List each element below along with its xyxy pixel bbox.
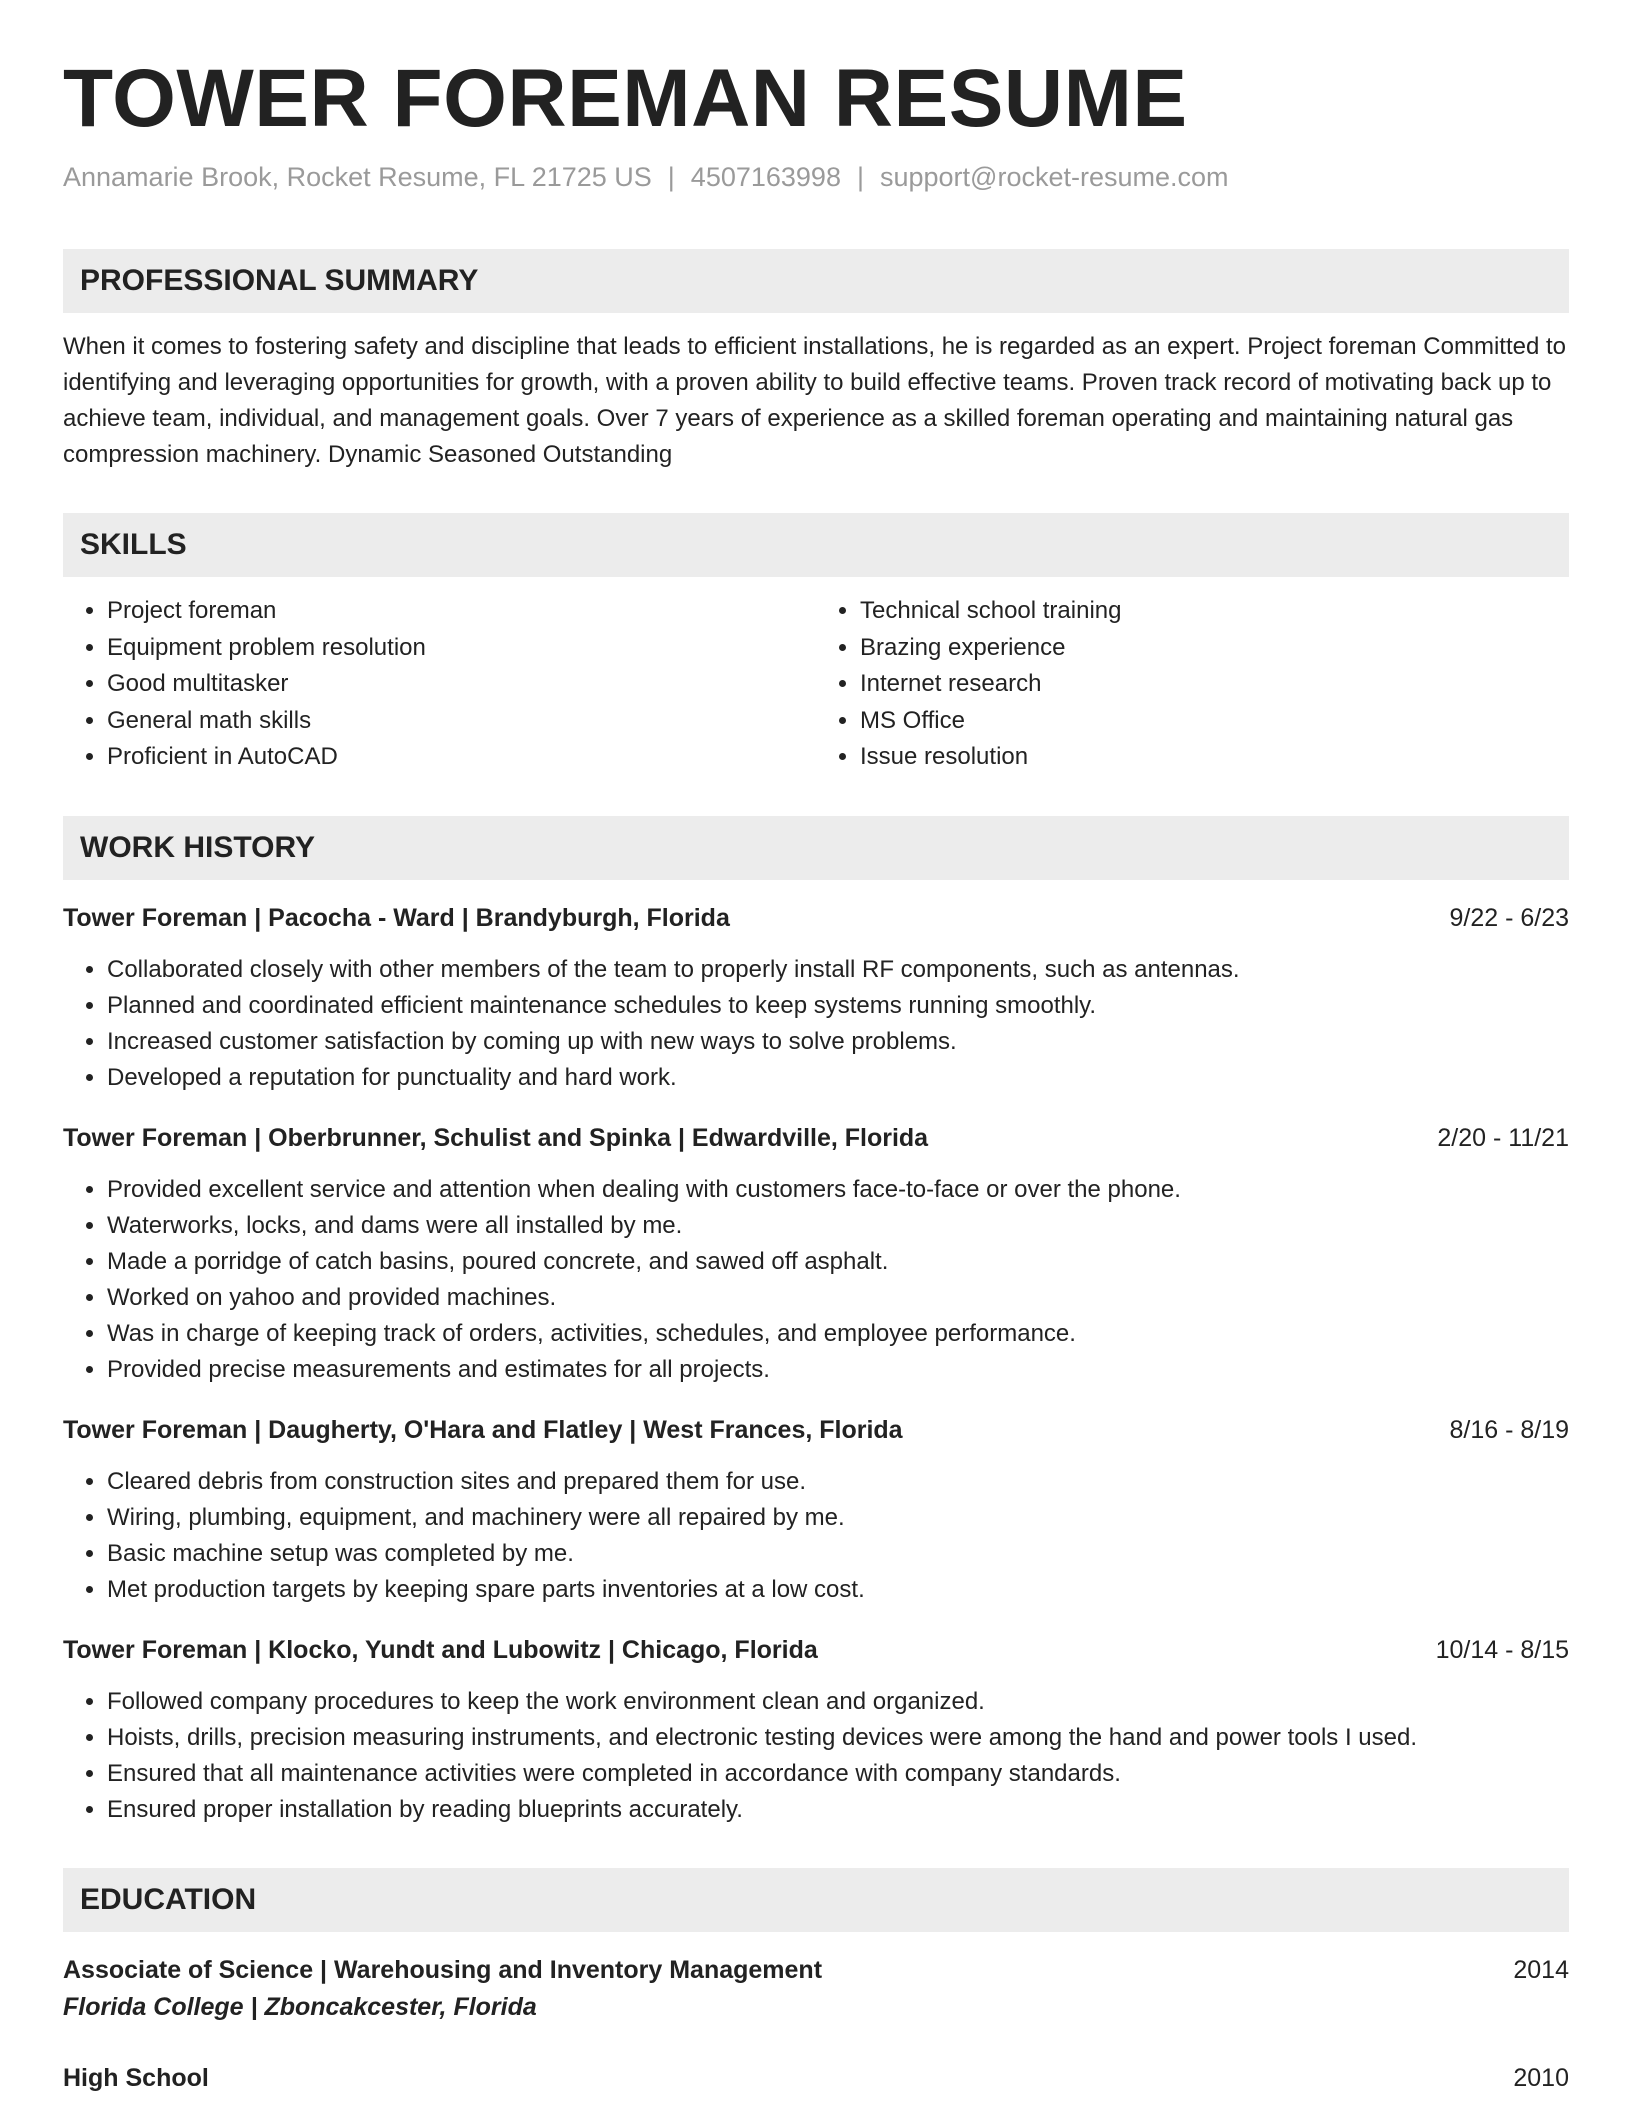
job-header [63,1632,1569,1668]
education-entry [63,1952,1569,2026]
job-bullet: • Developed a reputation for punctuality and hard work. [107,1060,1569,1096]
skill-item: • Brazing experience [860,630,1569,667]
job-dates: 9/22 - 6/23 [1449,903,1569,932]
job-header [63,1120,1569,1156]
contact-phone: 4507163998 [690,162,841,193]
section-header-work-history: WORK HISTORY [63,816,1569,880]
page-title: TOWER FOREMAN RESUME [63,53,1188,144]
job-header [63,900,1569,936]
job-bullet: • Hoists, drills, precision measuring instruments, and electronic testing devices were among the hand and power tools I used. [107,1720,1569,1756]
job-bullet: • Followed company procedures to keep the work environment clean and organized. [107,1684,1569,1720]
education-entry [63,2060,1569,2096]
contact-separator: | [856,162,864,193]
skill-item: • Equipment problem resolution [107,630,816,667]
education-year: 2010 [1513,2063,1569,2092]
job-bullet: • Cleared debris from construction sites and prepared them for use. [107,1464,1569,1500]
section-header-education: EDUCATION [63,1868,1569,1932]
education-header [63,1952,1569,1988]
job-entry [63,1120,1569,1388]
job-bullet: • Basic machine setup was completed by me. [107,1536,1569,1572]
section-header-summary: PROFESSIONAL SUMMARY [63,249,1569,313]
job-entry [63,900,1569,1096]
job-bullet: • Wiring, plumbing, equipment, and machinery were all repaired by me. [107,1500,1569,1536]
job-title: Tower Foreman | Pacocha - Ward | Brandyburgh, Florida [63,903,730,932]
job-bullet: • Made a porridge of catch basins, poured concrete, and sawed off asphalt. [107,1244,1569,1280]
job-title: Tower Foreman | Klocko, Yundt and Lubowitz | Chicago, Florida [63,1635,818,1664]
job-title: Tower Foreman | Oberbrunner, Schulist and Spinka | Edwardville, Florida [63,1123,929,1152]
section-header-skills: SKILLS [63,513,1569,577]
skill-item: • Project foreman [107,593,816,630]
job-title: Tower Foreman | Daugherty, O'Hara and Flatley | West Frances, Florida [63,1415,903,1444]
job-header [63,1412,1569,1448]
job-bullet: • Provided excellent service and attention when dealing with customers face-to-face or over the phone. [107,1172,1569,1208]
skill-item: • Good multitasker [107,666,816,703]
skill-item: • General math skills [107,703,816,740]
job-bullet: • Waterworks, locks, and dams were all installed by me. [107,1208,1569,1244]
job-bullet: • Worked on yahoo and provided machines. [107,1280,1569,1316]
job-dates: 10/14 - 8/15 [1435,1635,1569,1664]
job-dates: 2/20 - 11/21 [1437,1123,1569,1152]
skill-item: • Issue resolution [860,739,1569,776]
education-degree: Associate of Science | Warehousing and Inventory Management [63,1955,823,1984]
job-bullet: • Provided precise measurements and estimates for all projects. [107,1352,1569,1388]
job-bullet: • Ensured that all maintenance activities were completed in accordance with company standards. [107,1756,1569,1792]
contact-line [63,160,1569,195]
job-bullets [63,952,1569,1096]
job-dates: 8/16 - 8/19 [1449,1415,1569,1444]
skills-list [63,593,1569,776]
job-bullets [63,1464,1569,1608]
job-bullet: • Collaborated closely with other members of the team to properly install RF components, such as antennas. [107,952,1569,988]
job-bullets [63,1684,1569,1828]
job-bullet: • Ensured proper installation by reading blueprints accurately. [107,1792,1569,1828]
skill-item: • MS Office [860,703,1569,740]
skills-column-right [816,593,1569,776]
skills-column-left [63,593,816,776]
job-entry [63,1632,1569,1828]
job-entry [63,1412,1569,1608]
job-bullet: • Met production targets by keeping spare parts inventories at a low cost. [107,1572,1569,1608]
education-year: 2014 [1513,1955,1569,1984]
skill-item: • Proficient in AutoCAD [107,739,816,776]
job-bullets [63,1172,1569,1388]
contact-address: Annamarie Brook, Rocket Resume, FL 21725 US [63,162,652,193]
education-header [63,2060,1569,2096]
job-bullet: • Increased customer satisfaction by coming up with new ways to solve problems. [107,1024,1569,1060]
skill-item: • Technical school training [860,593,1569,630]
education-school: Florida College | Zboncakcester, Florida [63,1992,537,2021]
education-degree: High School [63,2063,209,2092]
summary-text: When it comes to fostering safety and discipline that leads to efficient installations, he is regarded as an expert. Project foreman Committed to identifying and leveraging opportunities for growth, with a proven ability to build effective teams. Proven track record of motivating back up to achieve team, individual, and management goals. Over 7 years of experience as a skilled foreman operating and maintaining natural gas compression machinery. Dynamic Seasoned Outstanding [63,333,1566,469]
skill-item: • Internet research [860,666,1569,703]
contact-email: support@rocket-resume.com [879,162,1229,193]
job-bullet: • Was in charge of keeping track of orders, activities, schedules, and employee performance. [107,1316,1569,1352]
contact-separator: | [667,162,675,193]
job-bullet: • Planned and coordinated efficient maintenance schedules to keep systems running smoothly. [107,988,1569,1024]
